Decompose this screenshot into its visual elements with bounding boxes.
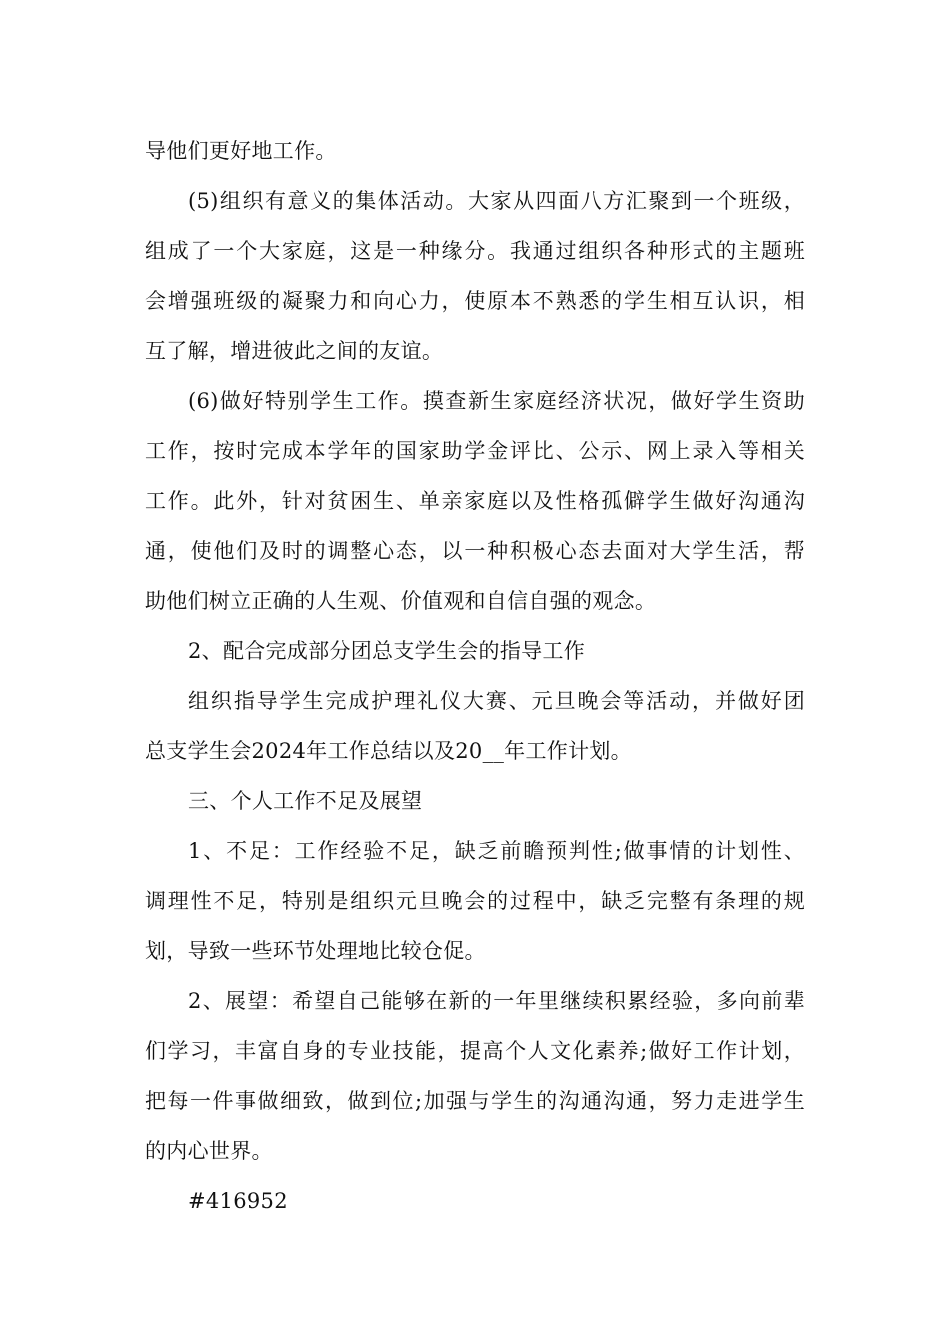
paragraph-5-line: (5)组织有意义的集体活动。大家从四面八方汇聚到一个班级，: [188, 189, 805, 213]
outlook-line: 2、展望：希望自己能够在新的一年里继续积累经验，多向前辈: [188, 989, 805, 1013]
shortcoming-line: 调理性不足，特别是组织元旦晚会的过程中，缺乏完整有条理的规: [145, 889, 805, 913]
paragraph-line: 总支学生会2024年工作总结以及20__年工作计划。: [145, 739, 632, 763]
text-line: 导他们更好地工作。: [145, 139, 337, 163]
paragraph-6-line: 工作，按时完成本学年的国家助学金评比、公示、网上录入等相关: [145, 439, 805, 463]
paragraph-6-line: (6)做好特别学生工作。摸查新生家庭经济状况，做好学生资助: [188, 389, 805, 413]
section-heading: 2、配合完成部分团总支学生会的指导工作: [188, 639, 586, 663]
paragraph-5-line: 互了解，增进彼此之间的友谊。: [145, 339, 444, 363]
outlook-line: 把每一件事做细致，做到位;加强与学生的沟通沟通，努力走进学生: [145, 1089, 805, 1113]
outlook-line: 的内心世界。: [145, 1139, 273, 1163]
paragraph-6-line: 助他们树立正确的人生观、价值观和自信自强的观念。: [145, 589, 657, 613]
paragraph-6-line: 工作。此外，针对贫困生、单亲家庭以及性格孤僻学生做好沟通沟: [145, 489, 805, 513]
paragraph-5-line: 组成了一个大家庭，这是一种缘分。我通过组织各种形式的主题班: [145, 239, 805, 263]
paragraph-5-line: 会增强班级的凝聚力和向心力，使原本不熟悉的学生相互认识，相: [145, 289, 805, 313]
shortcoming-line: 1、不足：工作经验不足，缺乏前瞻预判性;做事情的计划性、: [188, 839, 805, 863]
paragraph-line: 组织指导学生完成护理礼仪大赛、元旦晚会等活动，并做好团: [188, 689, 805, 713]
outlook-line: 们学习，丰富自身的专业技能，提高个人文化素养;做好工作计划，: [145, 1039, 805, 1063]
paragraph-6-line: 通，使他们及时的调整心态，以一种积极心态去面对大学生活，帮: [145, 539, 805, 563]
shortcoming-line: 划，导致一些环节处理地比较仓促。: [145, 939, 486, 963]
document-id: #416952: [188, 1189, 288, 1213]
section-heading: 三、个人工作不足及展望: [188, 789, 423, 813]
